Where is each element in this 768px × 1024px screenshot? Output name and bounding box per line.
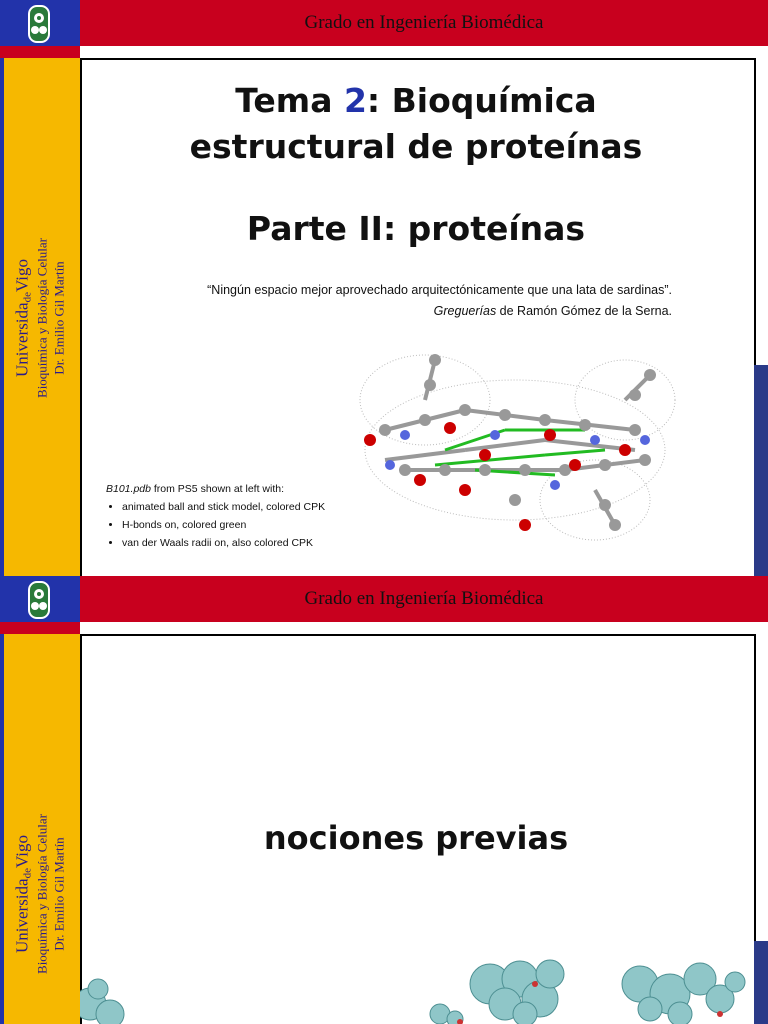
pdb-filename: B101.pdb [106, 483, 151, 495]
university-logo-box [0, 576, 80, 624]
university-vigo: Vigo [12, 835, 32, 869]
department-name: Bioquímica y Biología Celular [34, 814, 50, 974]
list-item: • van der Waals radii on, also colored CPK [122, 534, 325, 552]
university-de: de [21, 868, 34, 879]
list-item: • H-bonds on, colored green [122, 516, 325, 534]
slide-2 [0, 576, 768, 1024]
molecule-ball-and-stick-image [345, 340, 685, 550]
author-name: Dr. Emilio Gil Martín [51, 261, 67, 375]
slide-title: Tema 2: Bioquímica estructural de proteínas [189, 81, 643, 166]
university-vigo: Vigo [12, 259, 32, 293]
course-header: Grado en Ingeniería Biomédica [80, 0, 768, 46]
header-accent-bar [0, 46, 80, 58]
university-name: Universida [12, 302, 32, 377]
right-accent-strip [754, 365, 768, 576]
right-accent-strip [754, 941, 768, 1024]
university-crest-icon [27, 4, 51, 44]
sidebar [0, 58, 80, 576]
course-header: Grado en Ingeniería Biomédica [80, 576, 768, 622]
slide-subtitle: Parte II: proteínas [246, 209, 586, 248]
slide-title: nociones previas [263, 819, 569, 857]
university-de: de [21, 292, 34, 303]
department-name: Bioquímica y Biología Celular [34, 238, 50, 398]
university-crest-icon [27, 580, 51, 620]
topic-number: 2 [343, 81, 367, 120]
university-logo-box [0, 0, 80, 48]
quote-text: “Ningún espacio mejor aprovechado arquitectónicamente que una lata de sardinas”. [207, 283, 672, 297]
quote-attribution: Greguerías de Ramón Gómez de la Serna. [433, 304, 672, 318]
header-accent-bar [0, 622, 80, 634]
sidebar [0, 634, 80, 1024]
slide-title-line2: estructural de proteínas [189, 127, 643, 166]
space-filling-protein-image [80, 944, 752, 1024]
sidebar-text [13, 238, 68, 398]
figure-caption: B101.pdb from PS5 shown at left with: • animated ball and stick model, colored CPK • H-bonds on, colored green • van der Waals radii on, also colored CPK [106, 480, 325, 552]
university-name: Universida [12, 878, 32, 953]
caption-bullet-list [106, 498, 325, 552]
list-item: • animated ball and stick model, colored CPK [122, 498, 325, 516]
sidebar-text [13, 814, 68, 974]
author-name: Dr. Emilio Gil Martín [51, 837, 67, 951]
